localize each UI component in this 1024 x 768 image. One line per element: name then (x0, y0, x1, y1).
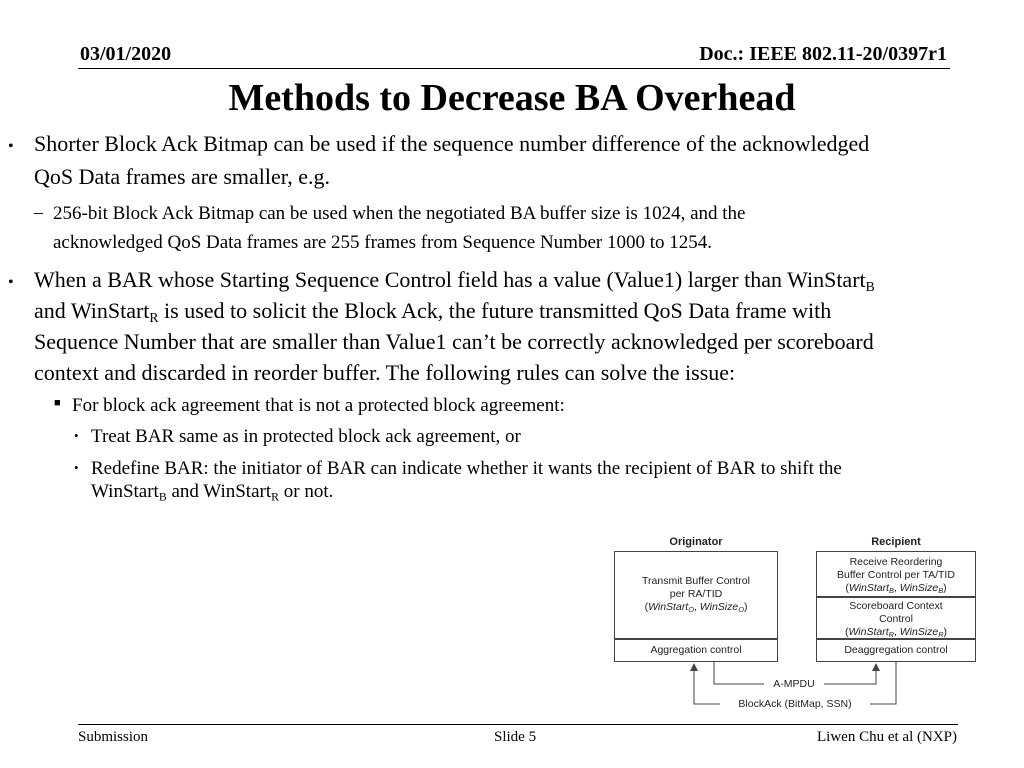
originator-label: Originator (669, 536, 723, 548)
bullet-dot-icon: • (8, 138, 14, 155)
recipient-label: Recipient (871, 536, 921, 548)
bullet-2-line-3: Sequence Number that are smaller than Value1 can’t be correctly acknowledged per scoreboard (34, 329, 874, 354)
bullet-1-line-1: Shorter Block Ack Bitmap can be used if the sequence number difference of the acknowledged (34, 131, 870, 156)
bullet-dot-icon: • (74, 428, 79, 443)
transmit-buffer-control-text: Transmit Buffer Control per RA/TID (WinStart$_O$, WinSize$_O$) (642, 575, 750, 615)
header-doc-number: Doc.: IEEE 802.11-20/0397r1 (699, 43, 947, 65)
bullet-2-sub-a: Treat BAR same as in protected block ack agreement, or (91, 426, 521, 447)
ampdu-label: A-MPDU (764, 678, 824, 691)
bullet-dot-icon: • (8, 274, 14, 291)
dash-bullet-icon: – (34, 202, 43, 222)
bullet-2-sub-b-line-2: WinStart$_B$ and WinStart$_R$ or not. (91, 481, 334, 504)
blockack-label: BlockAck (BitMap, SSN) (720, 698, 870, 711)
receive-reordering-text: Receive Reordering Buffer Control per TA/TID (WinStart$_B$, WinSize$_B$) (837, 556, 955, 596)
bullet-2-line-1: When a BAR whose Starting Sequence Control field has a value (Value1) larger than WinStart$_B$ (34, 267, 875, 295)
scoreboard-context-text: Scoreboard Context Control (WinStart$_R$, WinSize$_R$) (844, 600, 948, 640)
bullet-1-sub-line-1: 256-bit Block Ack Bitmap can be used when the negotiated BA buffer size is 1024, and the (53, 203, 746, 224)
bullet-2-sub-b-line-1: Redefine BAR: the initiator of BAR can indicate whether it wants the recipient of BAR to shift the (91, 458, 842, 479)
slide-title: Methods to Decrease BA Overhead (228, 77, 796, 119)
bullet-2-sub: For block ack agreement that is not a protected block agreement: (72, 395, 565, 416)
bullet-1-line-2: QoS Data frames are smaller, e.g. (34, 164, 331, 189)
aggregation-control-text: Aggregation control (650, 644, 742, 656)
footer-author: Liwen Chu et al (NXP) (817, 729, 957, 745)
bullet-2-line-4: context and discarded in reorder buffer. The following rules can solve the issue: (34, 360, 736, 385)
header-date: 03/01/2020 (80, 43, 172, 65)
footer-submission: Submission (78, 729, 149, 745)
footer-divider (78, 724, 958, 725)
footer-slide-number: Slide 5 (494, 729, 537, 745)
bullet-dot-icon: • (74, 460, 79, 475)
deaggregation-control-text: Deaggregation control (844, 644, 948, 656)
bullet-1-sub-line-2: acknowledged QoS Data frames are 255 frames from Sequence Number 1000 to 1254. (53, 232, 712, 253)
square-bullet-icon: ■ (54, 397, 61, 409)
bullet-2-line-2: and WinStart$_R$ is used to solicit the Block Ack, the future transmitted QoS Data frame with (34, 298, 832, 326)
